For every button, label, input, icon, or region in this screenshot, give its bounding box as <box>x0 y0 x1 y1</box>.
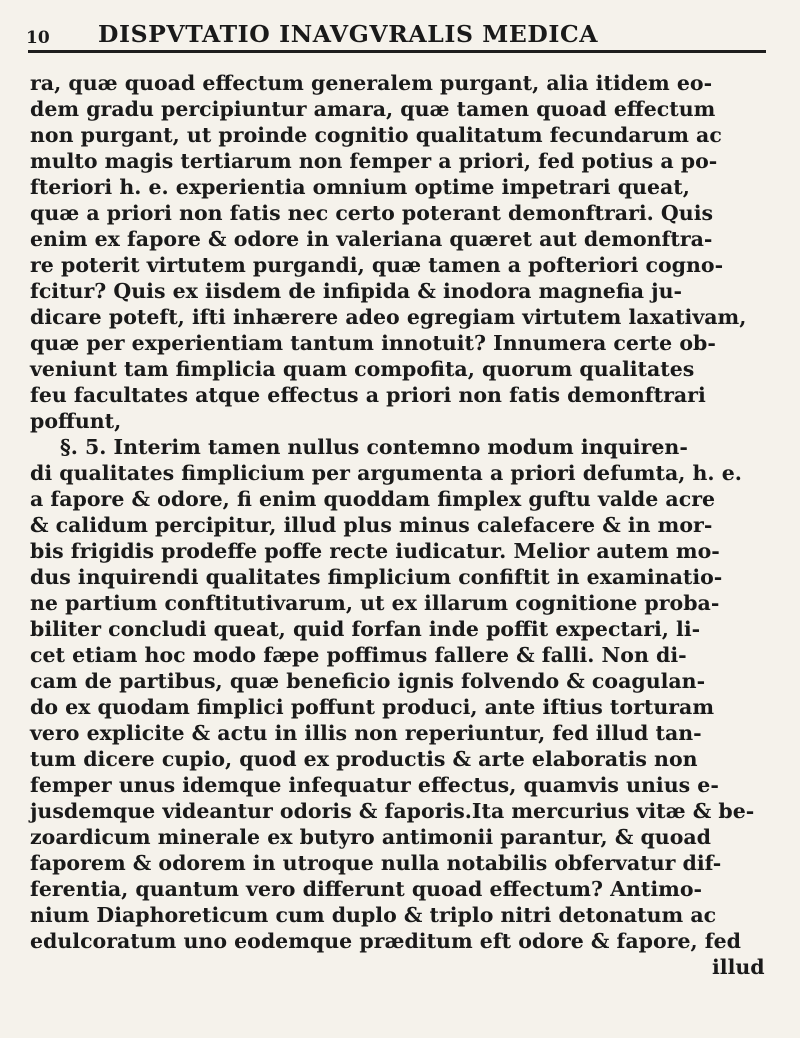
text-line: feu facultates atque effectus a priori non fatis demonftrari <box>30 383 706 407</box>
text-line: edulcoratum uno eodemque præditum eft odore & fapore, fed <box>30 929 741 953</box>
text-line: cet etiam hoc modo fæpe poffimus fallere & falli. Non di- <box>30 643 687 667</box>
text-line: dus inquirendi qualitates fimplicium confiftit in examinatio- <box>30 565 723 589</box>
text-line: veniunt tam fimplicia quam compofita, quorum qualitates <box>30 357 695 381</box>
text-line: non purgant, ut proinde cognitio qualitatum fecundarum ac <box>30 123 722 147</box>
text-line: §. 5. Interim tamen nullus contemno modum inquiren- <box>60 435 688 459</box>
text-line: dicare poteft, ifti inhærere adeo egregiam virtutem laxativam, <box>30 305 747 329</box>
text-line: vero explicite & actu in illis non reperiuntur, fed illud tan- <box>30 721 702 745</box>
text-line: jusdemque videantur odoris & faporis.Ita mercurius vitæ & be- <box>30 799 755 823</box>
text-line: ferentia, quantum vero differunt quoad effectum? Antimo- <box>30 877 703 901</box>
text-line: a fapore & odore, fi enim quoddam fimplex guftu valde acre <box>30 487 716 511</box>
text-line: do ex quodam fimplici poffunt produci, ante iftius torturam <box>30 695 715 719</box>
text-line: zoardicum minerale ex butyro antimonii parantur, & quoad <box>30 825 712 849</box>
text-line: quæ a priori non fatis nec certo poterant demonftrari. Quis <box>30 201 714 225</box>
text-line: tum dicere cupio, quod ex productis & arte elaboratis non <box>30 747 698 771</box>
text-line: bis frigidis prodeffe poffe recte iudicatur. Melior autem mo- <box>30 539 720 563</box>
text-line: dem gradu percipiuntur amara, quæ tamen quoad effectum <box>30 97 716 121</box>
text-line: di qualitates fimplicium per argumenta a priori defumta, h. e. <box>30 461 742 485</box>
text-line: poffunt, <box>30 409 122 433</box>
text-line: cam de partibus, quæ beneficio ignis folvendo & coagulan- <box>30 669 706 693</box>
text-line: multo magis tertiarum non femper a priori, fed potius a po- <box>30 149 718 173</box>
text-line: & calidum percipitur, illud plus minus calefacere & in mor- <box>30 513 713 537</box>
text-line: fcitur? Quis ex iisdem de infipida & inodora magnefia ju- <box>30 279 682 303</box>
text-line: nium Diaphoreticum cum duplo & triplo nitri detonatum ac <box>30 903 717 927</box>
header-rule <box>28 50 766 53</box>
text-line: re poterit virtutem purgandi, quæ tamen a pofteriori cogno- <box>30 253 724 277</box>
text-line: enim ex fapore & odore in valeriana quæret aut demonftra- <box>30 227 713 251</box>
text-line: ne partium conftitutivarum, ut ex illarum cognitione proba- <box>30 591 720 615</box>
page-number: 10 <box>26 28 50 48</box>
text-line: biliter concludi queat, quid forfan inde poffit expectari, li- <box>30 617 701 641</box>
running-head: DISPVTATIO INAVGVRALIS MEDICA <box>98 20 599 48</box>
text-line: quæ per experientiam tantum innotuit? Innumera certe ob- <box>30 331 716 355</box>
text-line: femper unus idemque infequatur effectus, quamvis unius e- <box>30 773 719 797</box>
catchword: illud <box>712 955 765 979</box>
page-header <box>26 18 766 48</box>
text-line: fteriori h. e. experientia omnium optime impetrari queat, <box>30 175 690 199</box>
text-line: faporem & odorem in utroque nulla notabilis obfervatur dif- <box>30 851 722 875</box>
text-line: ra, quæ quoad effectum generalem purgant, alia itidem eo- <box>30 71 713 95</box>
